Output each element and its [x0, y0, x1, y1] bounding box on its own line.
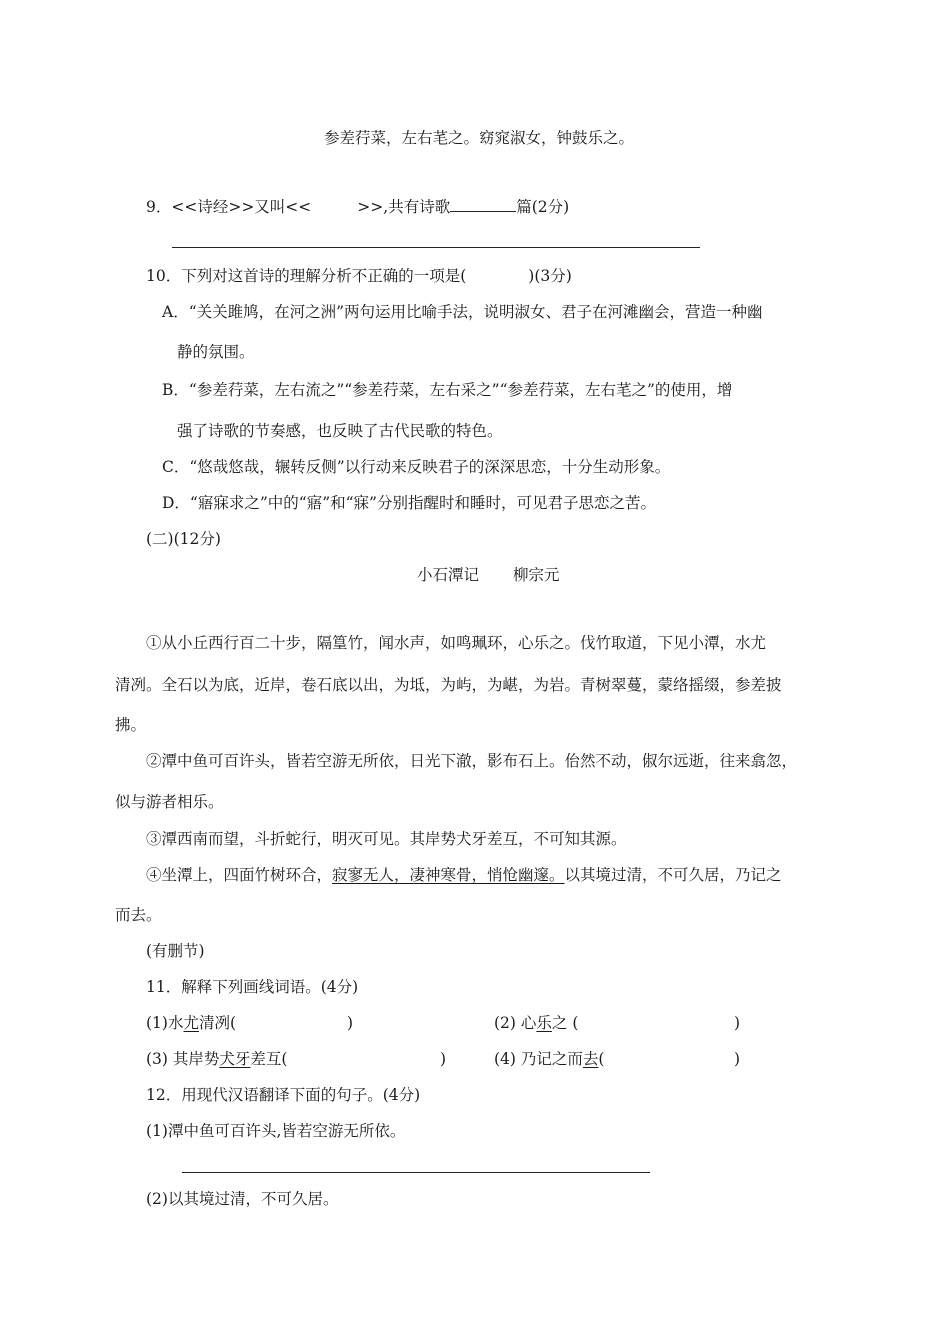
passage-title: [417, 565, 560, 585]
paragraph-4-line1: [146, 865, 782, 885]
q10-stem-b: )(3分): [528, 267, 572, 285]
q11-3-word: 犬牙: [219, 1050, 251, 1068]
q9-blank[interactable]: [450, 196, 516, 212]
q10-option-d: D．“寤寐求之”中的“寤”和“寐”分别指醒时和睡时，可见君子思恋之苦。: [162, 494, 656, 512]
paragraph-3: ③潭西南而望，斗折蛇行，明灭可见。其岸势犬牙差互，不可知其源。: [146, 830, 627, 848]
question-11-stem: 11．解释下列画线词语。(4分): [146, 978, 359, 996]
q12-answer-line-1[interactable]: [182, 1172, 650, 1173]
q11-4-prefix: (4) 乃记之而: [494, 1050, 583, 1068]
q11-item-4: [494, 1049, 604, 1069]
paragraph-1-line2: 清冽。全石以为底，近岸，卷石底以出，为坻，为屿，为嵁，为岩。青树翠蔓，蒙络摇缀，参差披: [115, 676, 782, 694]
p4-text-b: 以其境过清，不可久居，乃记之: [564, 866, 782, 884]
passage-title-text: 小石潭记: [417, 566, 480, 584]
q11-item-2: [494, 1013, 578, 1033]
q11-2-suffix: 之 (: [551, 1014, 579, 1032]
q9-text-b: >>,共有诗歌: [357, 198, 451, 216]
q10-option-a-line1: A．“关关雎鸠，在河之洲”两句运用比喻手法，说明淑女、君子在河滩幽会，营造一种幽: [162, 303, 763, 321]
q11-2-close: ): [734, 1014, 741, 1032]
q9-text-c: 篇(2分): [516, 198, 570, 216]
q11-1-suffix: 清冽(: [198, 1014, 237, 1032]
p4-text-a: ④坐潭上，四面竹树环合，: [146, 866, 333, 884]
paragraph-2-line2: 似与游者相乐。: [115, 793, 224, 811]
q10-option-b-line1: B．“参差荇菜，左右流之”“参差荇菜，左右采之”“参差荇菜，左右芼之”的使用，增: [162, 381, 733, 399]
q11-2-word: 乐: [536, 1014, 552, 1032]
q11-item-3: [146, 1049, 287, 1069]
section-2-heading: (二)(12分): [146, 530, 221, 548]
question-12-stem: 12．用现代汉语翻译下面的句子。(4分): [146, 1086, 421, 1104]
question-9: [146, 196, 569, 217]
q11-2-prefix: (2) 心: [494, 1014, 537, 1032]
q11-3-close: ): [440, 1050, 447, 1068]
q11-item-1: [146, 1013, 236, 1033]
p4-underlined-sentence: 寂寥无人，凄神寒骨，悄怆幽邃。: [332, 866, 565, 884]
q10-option-a-line2: 静的氛围。: [177, 343, 255, 361]
q11-1-close: ): [347, 1014, 354, 1032]
q10-option-b-line2: 强了诗歌的节奏感，也反映了古代民歌的特色。: [177, 422, 503, 440]
paragraph-2-line1: ②潭中鱼可百许头，皆若空游无所依，日光下澈，影布石上。佁然不动，俶尔远逝，往来翕忽，: [146, 752, 798, 770]
abridged-note: (有删节): [146, 942, 205, 960]
q11-3-prefix: (3) 其岸势: [146, 1050, 220, 1068]
q10-stem-a: 10．下列对这首诗的理解分析不正确的一项是(: [146, 267, 467, 285]
paragraph-4-line2: 而去。: [115, 906, 162, 924]
question-10-stem: [146, 266, 572, 286]
q11-4-word: 去: [582, 1050, 599, 1068]
q9-answer-line[interactable]: [172, 247, 700, 248]
q11-3-suffix: 差互(: [250, 1050, 288, 1068]
q10-option-c: C．“悠哉悠哉，辗转反侧”以行动来反映君子的深深思恋，十分生动形象。: [162, 458, 671, 476]
q12-sentence-1: (1)潭中鱼可百许头,皆若空游无所依。: [146, 1122, 406, 1140]
paragraph-1-line1: ①从小丘西行百二十步，隔篁竹，闻水声，如鸣珮环，心乐之。伐竹取道，下见小潭，水尤: [146, 634, 767, 652]
passage-author: 柳宗元: [513, 566, 560, 584]
q11-1-prefix: (1)水: [146, 1014, 184, 1032]
q9-text-a: 9．<<诗经>>又叫<<: [146, 198, 312, 216]
q11-4-close: ): [734, 1050, 741, 1068]
poem-line: 参差荇菜，左右芼之。窈窕淑女，钟鼓乐之。: [324, 129, 635, 147]
q11-1-word: 尤: [183, 1014, 199, 1032]
q11-4-suffix: (: [598, 1050, 605, 1068]
paragraph-1-line3: 拂。: [115, 716, 147, 734]
q12-sentence-2: (2)以其境过清，不可久居。: [146, 1190, 339, 1208]
